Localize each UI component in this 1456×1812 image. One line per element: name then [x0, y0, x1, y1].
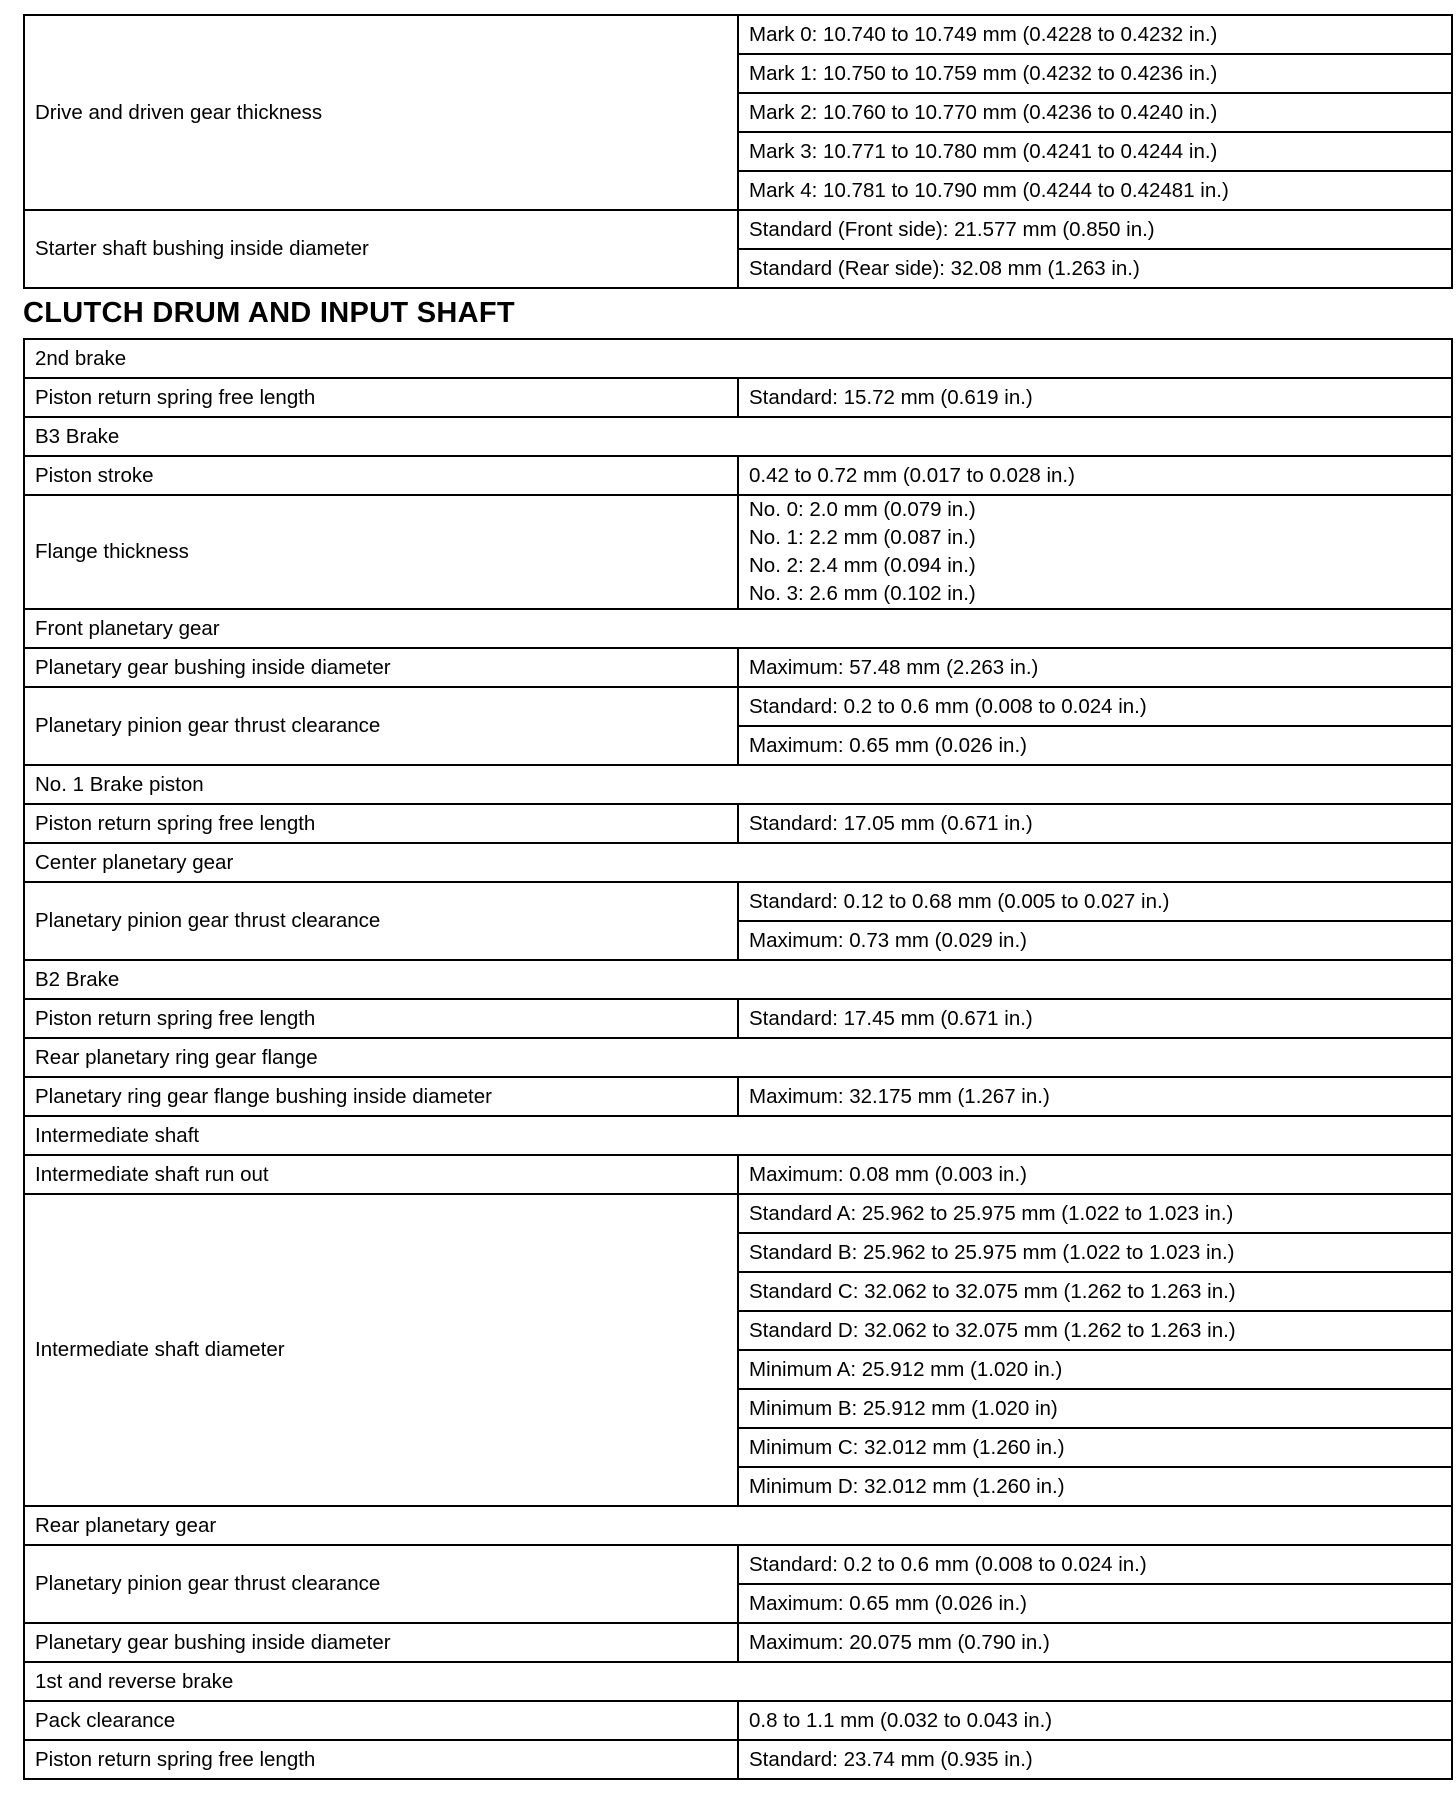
- table-row: [24, 1077, 1452, 1116]
- spec-label: Piston stroke: [24, 456, 738, 495]
- spec-value: Standard (Front side): 21.577 mm (0.850 in.): [738, 210, 1452, 249]
- spec-label: Planetary pinion gear thrust clearance: [24, 687, 738, 765]
- group-header-row: [24, 417, 1452, 456]
- spec-label: Piston return spring free length: [24, 999, 738, 1038]
- spec-label: Piston return spring free length: [24, 804, 738, 843]
- table-row: [24, 378, 1452, 417]
- spec-value: Maximum: 57.48 mm (2.263 in.): [738, 648, 1452, 687]
- table-row: [24, 1701, 1452, 1740]
- table-row: [24, 804, 1452, 843]
- group-header-row: [24, 960, 1452, 999]
- table-row: [24, 1740, 1452, 1779]
- group-header: B3 Brake: [24, 417, 1452, 456]
- spec-page: [23, 14, 1451, 1780]
- spec-value: Standard B: 25.962 to 25.975 mm (1.022 to 1.023 in.): [738, 1233, 1452, 1272]
- spec-value: No. 3: 2.6 mm (0.102 in.): [749, 582, 976, 605]
- spec-value: Mark 3: 10.771 to 10.780 mm (0.4241 to 0.4244 in.): [738, 132, 1452, 171]
- spec-label: Planetary ring gear flange bushing inside diameter: [24, 1077, 738, 1116]
- table-row: [24, 456, 1452, 495]
- table-row: [24, 648, 1452, 687]
- spec-value: Standard: 0.2 to 0.6 mm (0.008 to 0.024 in.): [738, 1545, 1452, 1584]
- group-header-row: [24, 843, 1452, 882]
- spec-value: Minimum D: 32.012 mm (1.260 in.): [738, 1467, 1452, 1506]
- group-header: 1st and reverse brake: [24, 1662, 1452, 1701]
- spec-value: Standard (Rear side): 32.08 mm (1.263 in.): [738, 249, 1452, 288]
- section-title: CLUTCH DRUM AND INPUT SHAFT: [23, 297, 515, 329]
- group-header-row: [24, 1116, 1452, 1155]
- table-row: [24, 1194, 1452, 1233]
- spec-value: Maximum: 0.65 mm (0.026 in.): [738, 726, 1452, 765]
- spec-value: Maximum: 0.65 mm (0.026 in.): [738, 1584, 1452, 1623]
- spec-value: 0.42 to 0.72 mm (0.017 to 0.028 in.): [738, 456, 1452, 495]
- table-row: [24, 15, 1452, 54]
- table-row: [24, 882, 1452, 921]
- table-row: [24, 1155, 1452, 1194]
- spec-value: Standard: 17.45 mm (0.671 in.): [738, 999, 1452, 1038]
- spec-label: Planetary gear bushing inside diameter: [24, 1623, 738, 1662]
- spec-value: Standard: 0.12 to 0.68 mm (0.005 to 0.027 in.): [738, 882, 1452, 921]
- group-header: Center planetary gear: [24, 843, 1452, 882]
- spec-value: Standard: 17.05 mm (0.671 in.): [738, 804, 1452, 843]
- spec-value: 0.8 to 1.1 mm (0.032 to 0.043 in.): [738, 1701, 1452, 1740]
- spec-value: Standard D: 32.062 to 32.075 mm (1.262 to 1.263 in.): [738, 1311, 1452, 1350]
- spec-label: Intermediate shaft run out: [24, 1155, 738, 1194]
- spec-label: Pack clearance: [24, 1701, 738, 1740]
- spec-label: Planetary pinion gear thrust clearance: [24, 882, 738, 960]
- spec-value: No. 1: 2.2 mm (0.087 in.): [749, 526, 976, 549]
- table-row: [24, 687, 1452, 726]
- table-row: [24, 1623, 1452, 1662]
- table-row: [24, 495, 1452, 609]
- spec-value: Minimum C: 32.012 mm (1.260 in.): [738, 1428, 1452, 1467]
- group-header: No. 1 Brake piston: [24, 765, 1452, 804]
- spec-value: Standard: 23.74 mm (0.935 in.): [738, 1740, 1452, 1779]
- spec-value: No. 0: 2.0 mm (0.079 in.): [749, 498, 976, 521]
- group-header-row: [24, 1038, 1452, 1077]
- gear-spec-table: [23, 14, 1453, 289]
- spec-value: Standard A: 25.962 to 25.975 mm (1.022 to 1.023 in.): [738, 1194, 1452, 1233]
- spec-label: Piston return spring free length: [24, 1740, 738, 1779]
- group-header-row: [24, 609, 1452, 648]
- spec-label: Planetary gear bushing inside diameter: [24, 648, 738, 687]
- spec-value: Maximum: 20.075 mm (0.790 in.): [738, 1623, 1452, 1662]
- spec-label: Starter shaft bushing inside diameter: [24, 210, 738, 288]
- spec-value: Minimum A: 25.912 mm (1.020 in.): [738, 1350, 1452, 1389]
- group-header-row: [24, 1662, 1452, 1701]
- spec-value-list: [738, 495, 1452, 609]
- spec-value: Maximum: 0.08 mm (0.003 in.): [738, 1155, 1452, 1194]
- spec-value: Minimum B: 25.912 mm (1.020 in): [738, 1389, 1452, 1428]
- group-header: B2 Brake: [24, 960, 1452, 999]
- spec-value: Mark 2: 10.760 to 10.770 mm (0.4236 to 0.4240 in.): [738, 93, 1452, 132]
- group-header: Front planetary gear: [24, 609, 1452, 648]
- group-header: Intermediate shaft: [24, 1116, 1452, 1155]
- group-header-row: [24, 765, 1452, 804]
- spec-label: Piston return spring free length: [24, 378, 738, 417]
- spec-value: No. 2: 2.4 mm (0.094 in.): [749, 554, 976, 577]
- spec-value: Mark 0: 10.740 to 10.749 mm (0.4228 to 0.4232 in.): [738, 15, 1452, 54]
- spec-label: Planetary pinion gear thrust clearance: [24, 1545, 738, 1623]
- spec-label: Drive and driven gear thickness: [24, 15, 738, 210]
- group-header-row: [24, 1506, 1452, 1545]
- spec-label: Intermediate shaft diameter: [24, 1194, 738, 1506]
- clutch-drum-spec-table: [23, 338, 1453, 1780]
- table-row: [24, 210, 1452, 249]
- group-header: Rear planetary gear: [24, 1506, 1452, 1545]
- spec-value: Mark 4: 10.781 to 10.790 mm (0.4244 to 0.42481 in.): [738, 171, 1452, 210]
- spec-value: Mark 1: 10.750 to 10.759 mm (0.4232 to 0.4236 in.): [738, 54, 1452, 93]
- table-row: [24, 999, 1452, 1038]
- spec-value: Maximum: 32.175 mm (1.267 in.): [738, 1077, 1452, 1116]
- group-header: 2nd brake: [24, 339, 1452, 378]
- group-header: Rear planetary ring gear flange: [24, 1038, 1452, 1077]
- spec-value: Maximum: 0.73 mm (0.029 in.): [738, 921, 1452, 960]
- spec-value: Standard: 0.2 to 0.6 mm (0.008 to 0.024 in.): [738, 687, 1452, 726]
- spec-value: Standard: 15.72 mm (0.619 in.): [738, 378, 1452, 417]
- spec-label: Flange thickness: [24, 495, 738, 609]
- spec-value: Standard C: 32.062 to 32.075 mm (1.262 to 1.263 in.): [738, 1272, 1452, 1311]
- table-row: [24, 1545, 1452, 1584]
- group-header-row: [24, 339, 1452, 378]
